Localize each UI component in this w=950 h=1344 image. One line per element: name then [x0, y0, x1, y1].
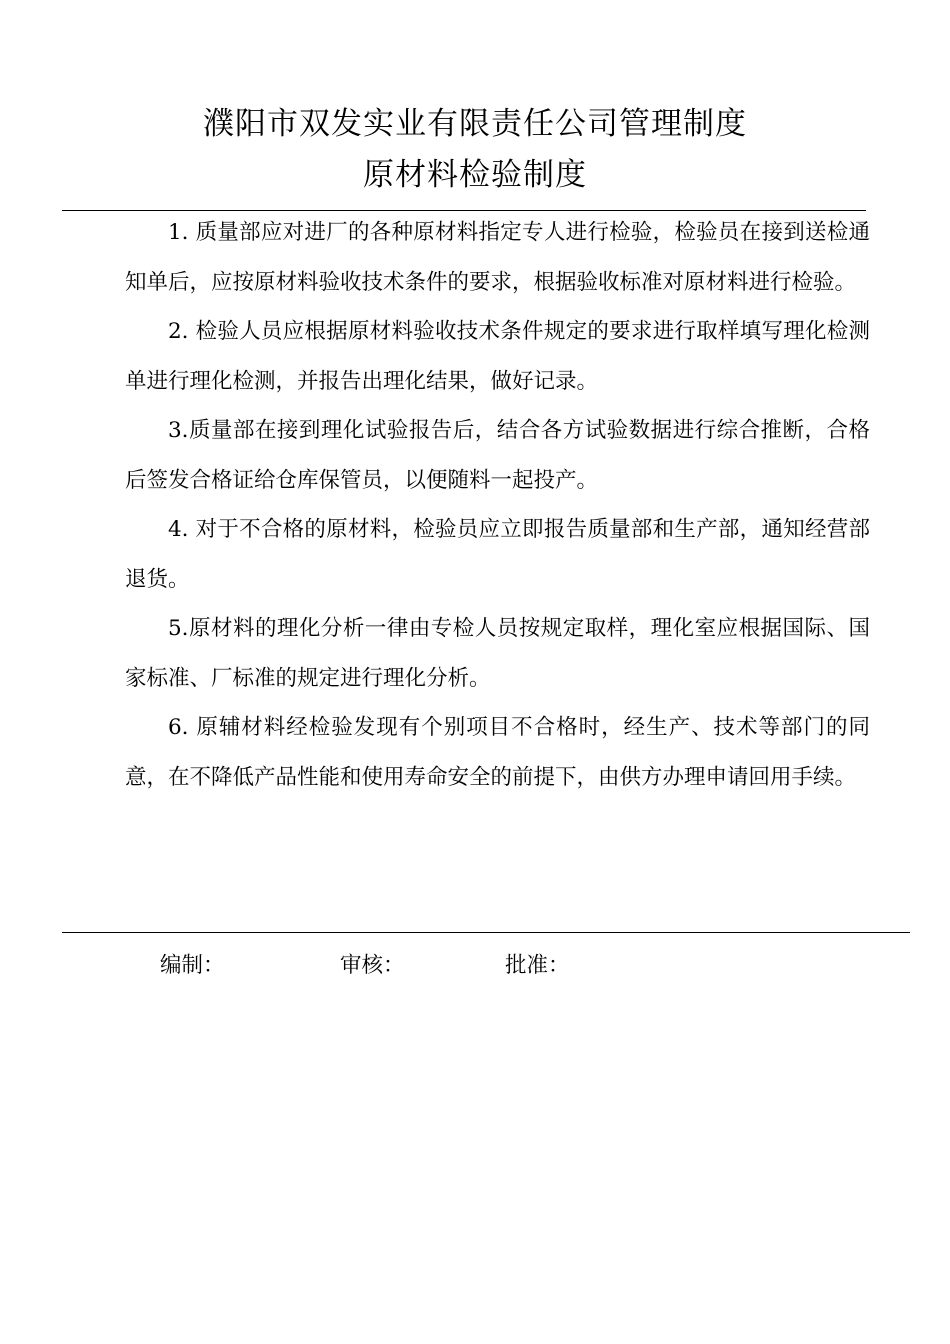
reviewed-by-label: 审核： — [340, 953, 405, 978]
approved-by-label: 批准： — [505, 953, 570, 978]
bottom-divider — [62, 932, 910, 933]
prepared-by-label: 编制： — [160, 953, 225, 978]
clause-3: 3.质量部在接到理化试验报告后，结合各方试验数据进行综合推断，合格后签发合格证给仓库保管员，以便随料一起投产。 — [125, 418, 870, 493]
document-title: 原材料检验制度 — [363, 157, 587, 193]
clause-4: 4. 对于不合格的原材料，检验员应立即报告质量部和生产部，通知经营部退货。 — [125, 517, 870, 592]
clause-5: 5.原材料的理化分析一律由专检人员按规定取样，理化室应根据国际、国家标准、厂标准的规定进行理化分析。 — [125, 616, 870, 691]
clause-1: 1. 质量部应对进厂的各种原材料指定专人进行检验，检验员在接到送检通知单后，应按原材料验收技术条件的要求，根据验收标准对原材料进行检验。 — [125, 220, 870, 295]
clause-2: 2. 检验人员应根据原材料验收技术条件规定的要求进行取样填写理化检测单进行理化检测，并报告出理化结果，做好记录。 — [125, 319, 870, 394]
clause-6: 6. 原辅材料经检验发现有个别项目不合格时，经生产、技术等部门的同意，在不降低产品性能和使用寿命安全的前提下，由供方办理申请回用手续。 — [125, 715, 870, 790]
company-title: 濮阳市双发实业有限责任公司管理制度 — [203, 106, 747, 142]
signature-row — [0, 946, 950, 986]
document-body — [125, 208, 870, 802]
